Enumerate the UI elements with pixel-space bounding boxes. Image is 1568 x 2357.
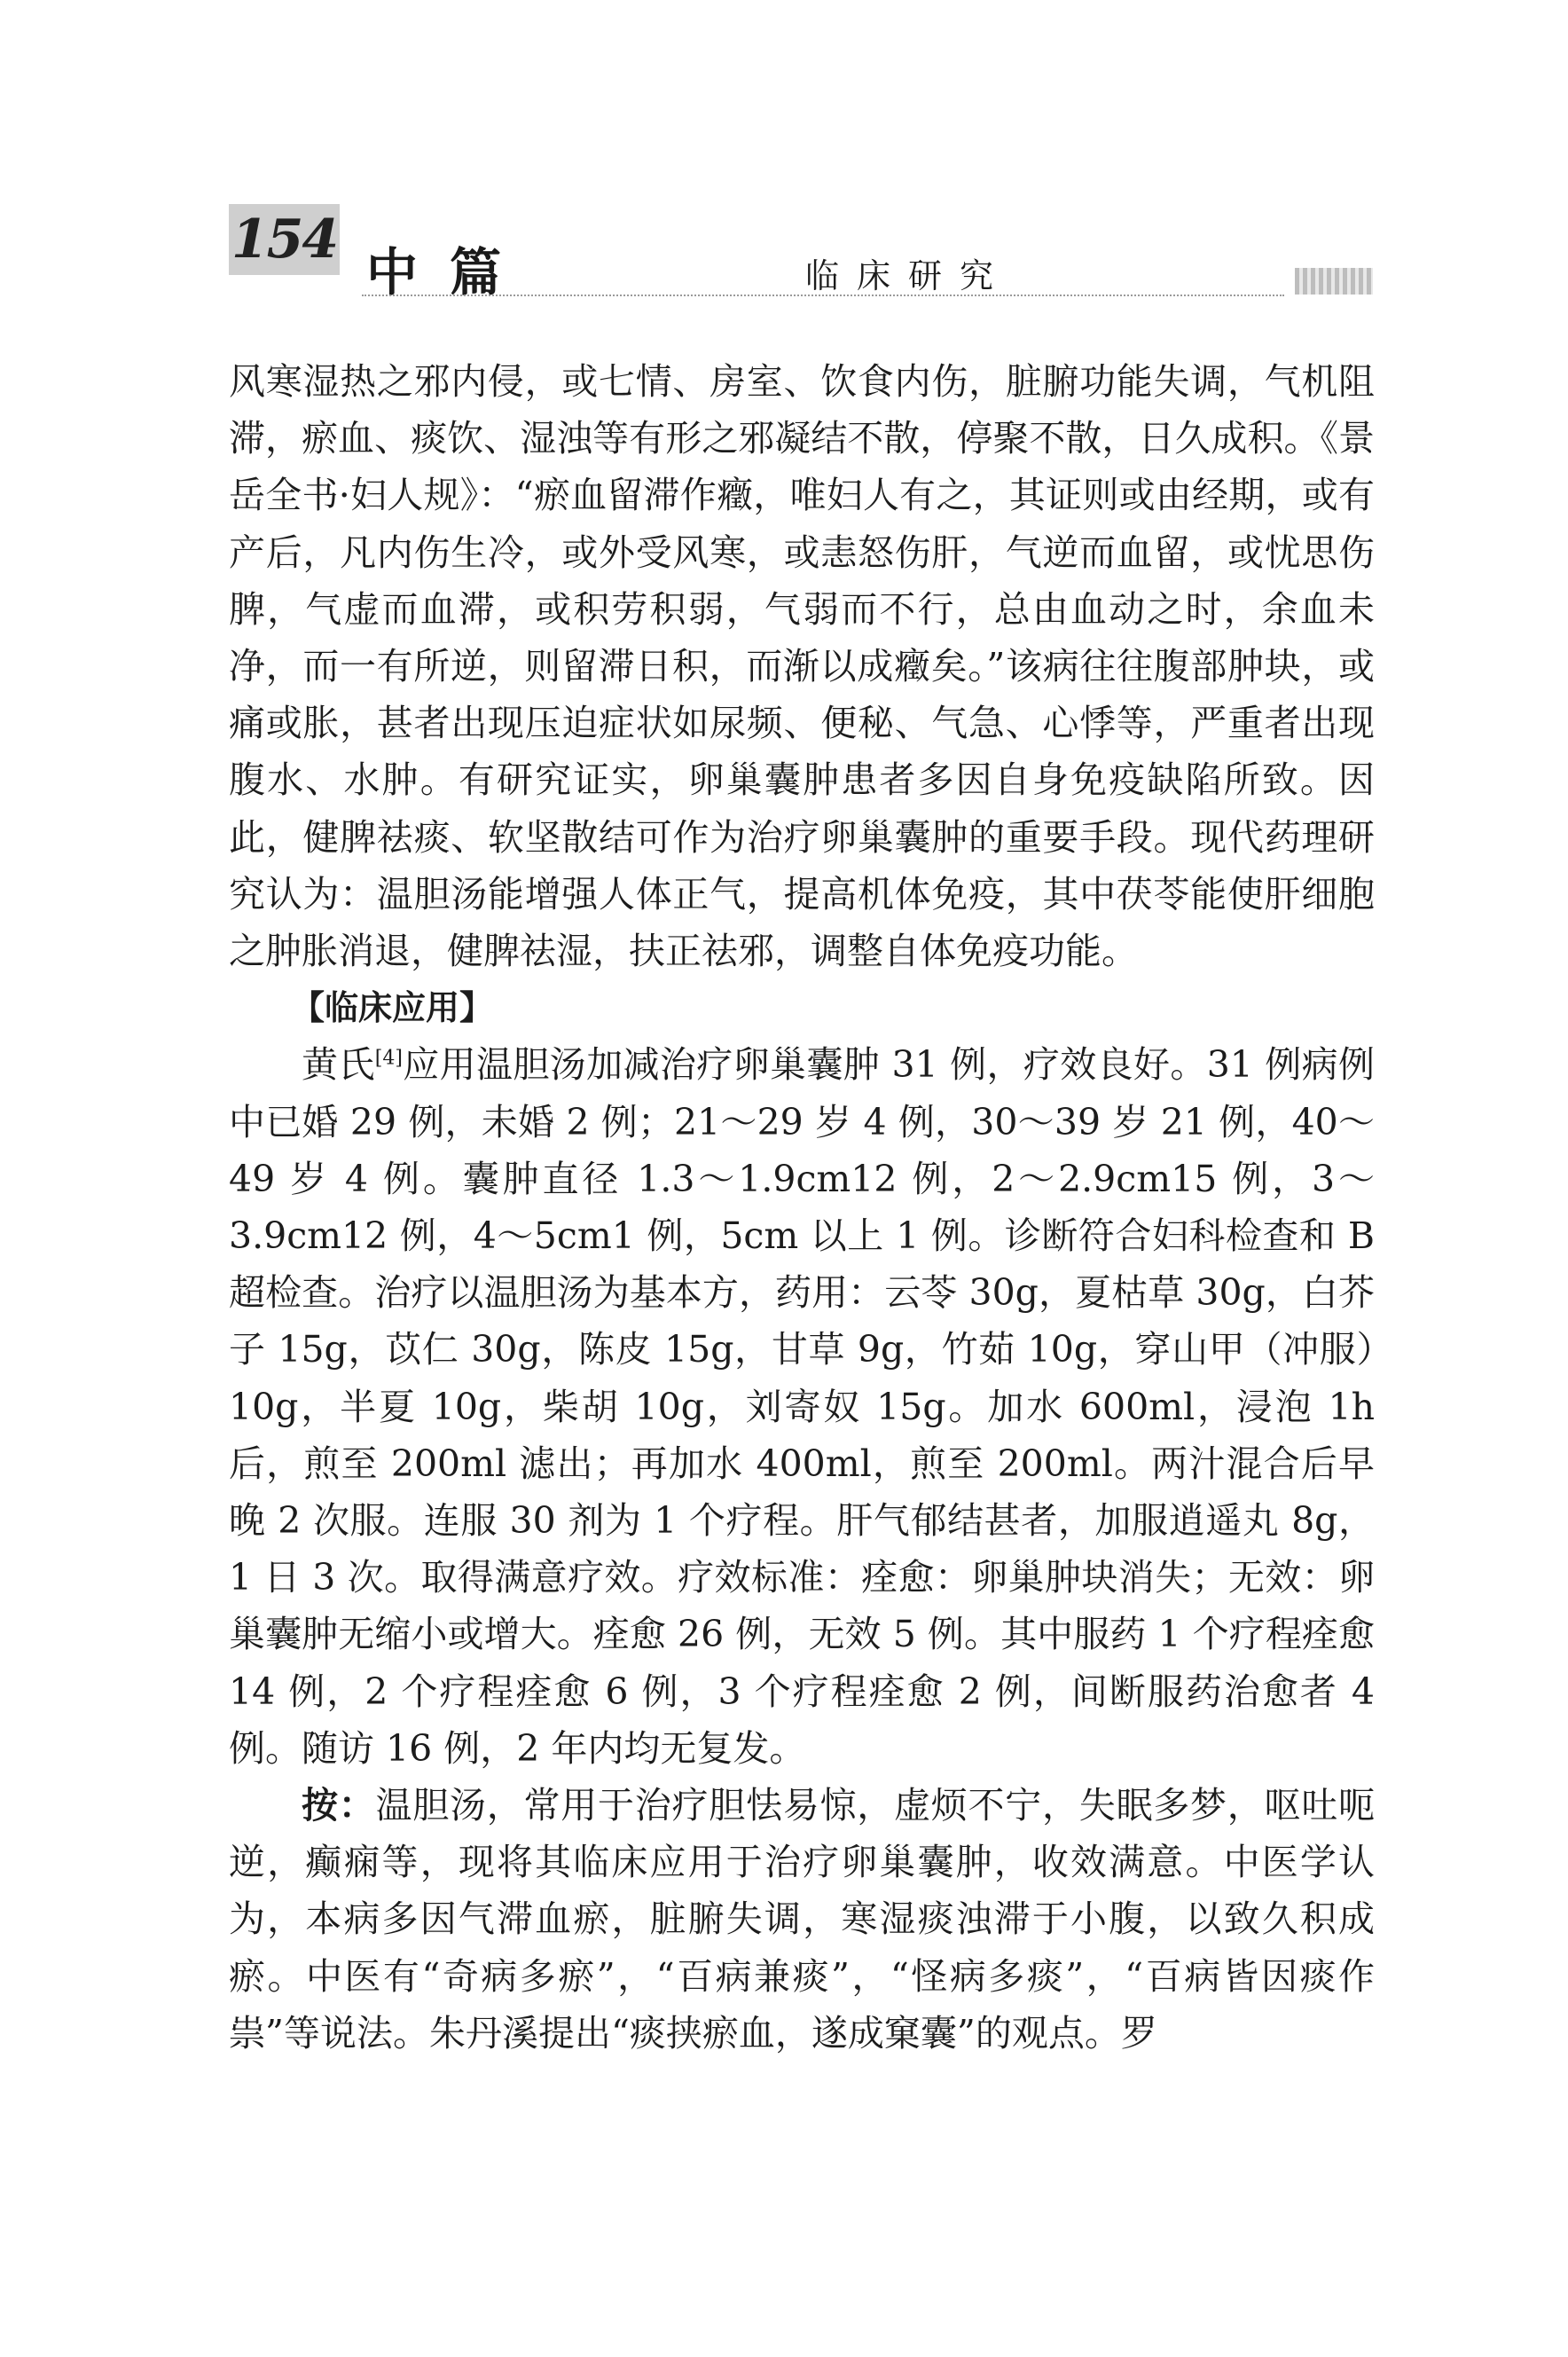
page-header: [229, 204, 1373, 302]
clinical-heading: 【临床应用】: [291, 988, 494, 1028]
note-label: 按：: [302, 1784, 376, 1827]
clinical-author: 黄氏: [302, 1043, 375, 1087]
clinical-paragraph: [229, 1036, 1375, 1777]
section-label: 中篇: [366, 242, 534, 302]
header-rule: [362, 295, 1284, 296]
page-number: 154: [229, 204, 340, 275]
chapter-title: 临床研究: [805, 256, 1012, 295]
note-paragraph: [229, 1777, 1375, 2062]
note-text: 温胆汤，常用于治疗胆怯易惊，虚烦不宁，失眠多梦，呕吐呃逆，癫痫等，现将其临床应用于治疗卵巢囊肿，收效满意。中医学认为，本病多因气滞血瘀，脏腑失调，寒湿痰浊滞于小腹，以致久积成瘀。中医有“奇病多瘀”，“百病兼痰”，“怪病多痰”，“百病皆因痰作祟”等说法。朱丹溪提出“痰挟瘀血，遂成窠囊”的观点。罗: [229, 1784, 1375, 2055]
header-decoration: [1295, 268, 1373, 295]
intro-paragraph: 风寒湿热之邪内侵，或七情、房室、饮食内伤，脏腑功能失调，气机阻滞，瘀血、痰饮、湿浊等有形之邪凝结不散，停聚不散，日久成积。《景岳全书·妇人规》：“瘀血留滞作癥，唯妇人有之，其证则或由经期，或有产后，凡内伤生冷，或外受风寒，或恚怒伤肝，气逆而血留，或忧思伤脾，气虚而血滞，或积劳积弱，气弱而不行，总由血动之时，余血未净，而一有所逆，则留滞日积，而渐以成癥矣。”该病往往腹部肿块，或痛或胀，甚者出现压迫症状如尿频、便秘、气急、心悸等，严重者出现腹水、水肿。有研究证实，卵巢囊肿患者多因自身免疫缺陷所致。因此，健脾祛痰、软坚散结可作为治疗卵巢囊肿的重要手段。现代药理研究认为：温胆汤能增强人体正气，提高机体免疫，其中茯苓能使肝细胞之肿胀消退，健脾祛湿，扶正祛邪，调整自体免疫功能。: [229, 360, 1375, 973]
clinical-text: 应用温胆汤加减治疗卵巢囊肿 31 例，疗效良好。31 例病例中已婚 29 例，未婚 2 例；21～29 岁 4 例，30～39 岁 21 例，40～49 岁 4 例。囊肿直径 1.3～1.9cm12 例，2～2.9cm15 例，3～3.9cm12 例，4～5cm1 例，5cm 以上 1 例。诊断符合妇科检查和 B 超检查。治疗以温胆汤为基本方，药用：云苓 30g，夏枯草 30g，白芥子 15g，苡仁 30g，陈皮 15g，甘草 9g，竹茹 10g，穿山甲（冲服）10g，半夏 10g，柴胡 10g，刘寄奴 15g。加水 600ml，浸泡 1h 后，煎至 200ml 滤出；再加水 400ml，煎至 200ml。两汁混合后早晚 2 次服。连服 30 剂为 1 个疗程。肝气郁结甚者，加服逍遥丸 8g，1 日 3 次。取得满意疗效。疗效标准：痊愈：卵巢肿块消失；无效：卵巢囊肿无缩小或增大。痊愈 26 例，无效 5 例。其中服药 1 个疗程痊愈 14 例，2 个疗程痊愈 6 例，3 个疗程痊愈 2 例，间断服药治愈者 4 例。随访 16 例，2 年内均无复发。: [229, 1043, 1376, 1770]
citation-ref: [4]: [374, 1047, 403, 1070]
page-body: [229, 353, 1375, 2062]
